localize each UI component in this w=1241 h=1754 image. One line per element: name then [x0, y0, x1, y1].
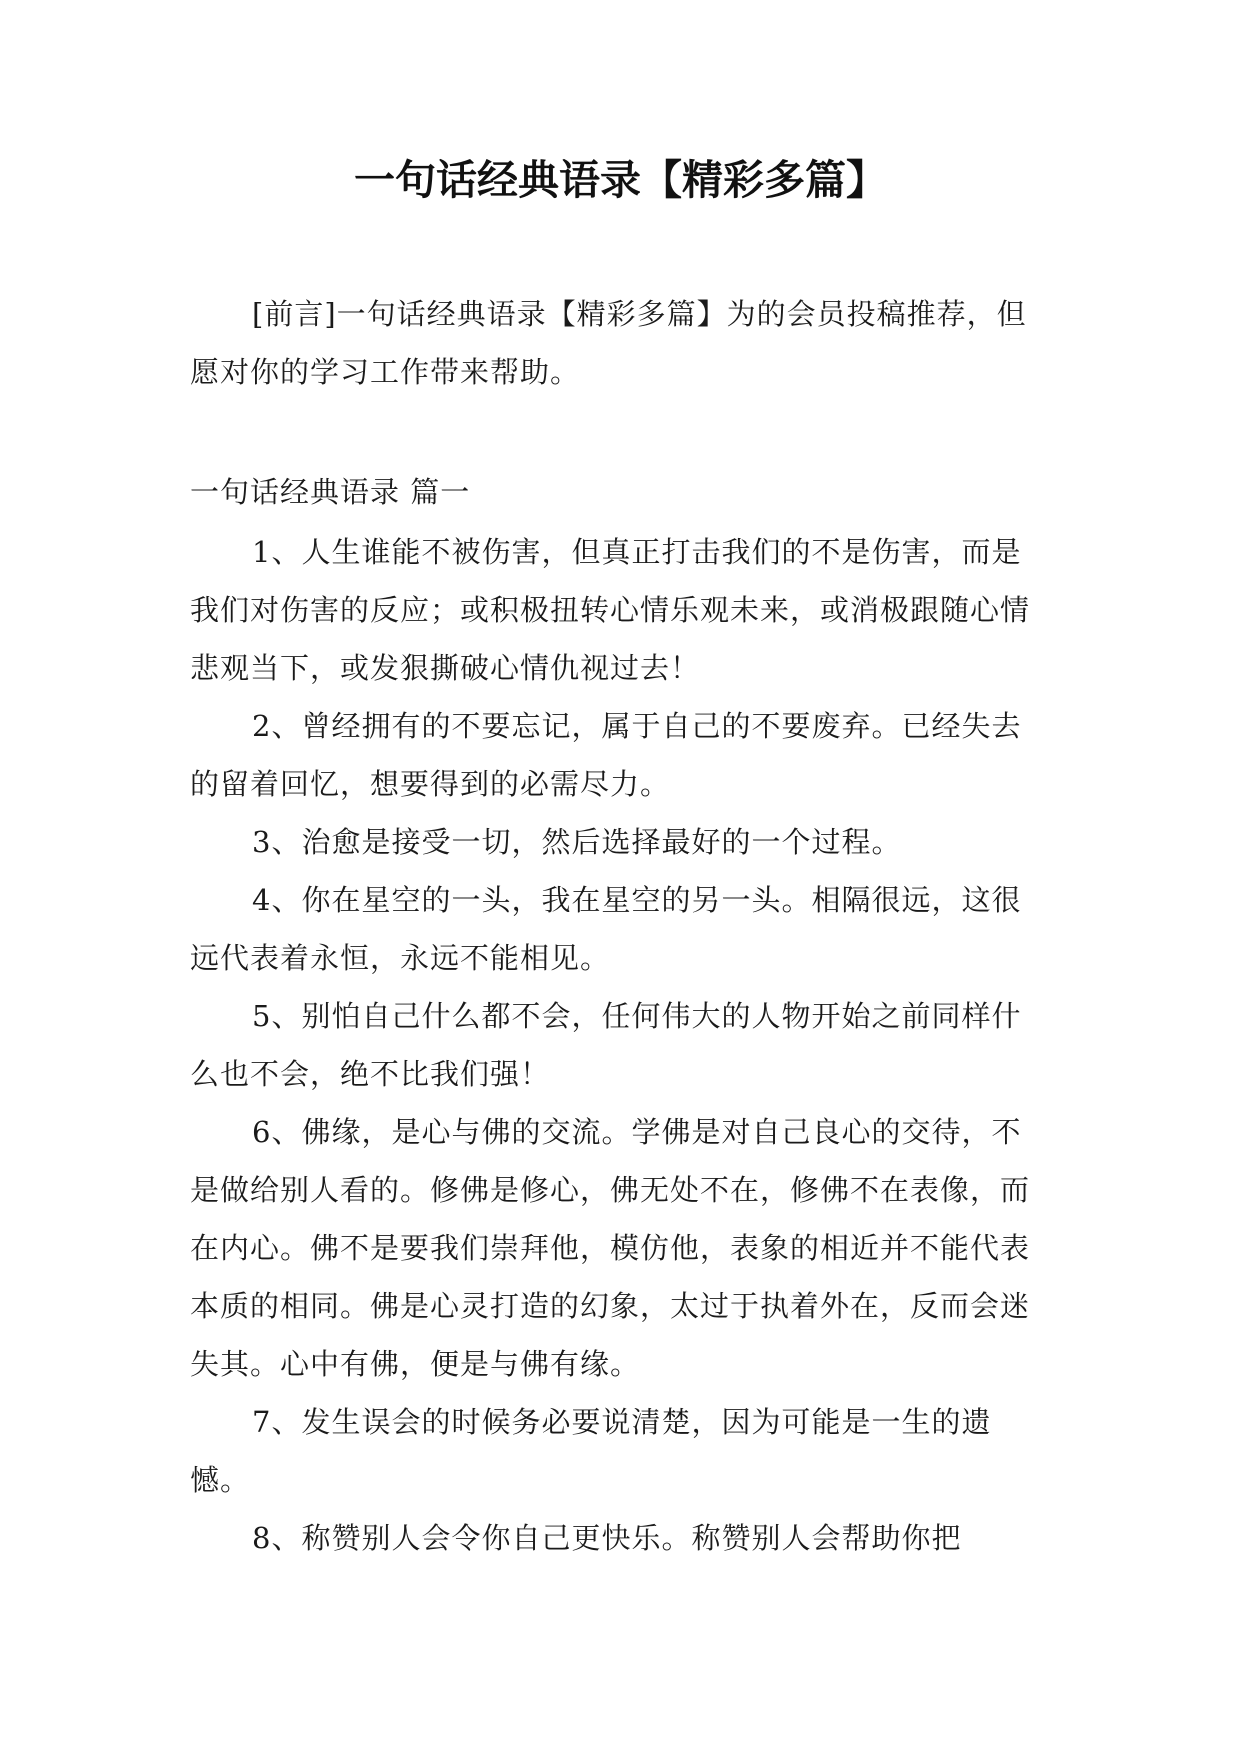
preface-paragraph: [前言]一句话经典语录【精彩多篇】为的会员投稿推荐，但愿对你的学习工作带来帮助。	[190, 297, 1027, 389]
quote-item: 1、人生谁能不被伤害，但真正打击我们的不是伤害，而是我们对伤害的反应；或积极扭转心情乐观未来，或消极跟随心情悲观当下，或发狠撕破心情仇视过去！	[190, 535, 1031, 685]
section-heading: 一句话经典语录 篇一	[190, 475, 471, 509]
quote-item: 2、曾经拥有的不要忘记，属于自己的不要废弃。已经失去的留着回忆，想要得到的必需尽力。	[190, 709, 1022, 801]
section-one	[190, 463, 1050, 1567]
preface-block	[190, 285, 1050, 401]
document-title: 一句话经典语录【精彩多篇】	[354, 156, 887, 204]
quote-item: 7、发生误会的时候务必要说清楚，因为可能是一生的遗憾。	[190, 1405, 992, 1497]
quote-item: 8、称赞别人会令你自己更快乐。称赞别人会帮助你把	[252, 1521, 962, 1555]
quote-list	[190, 523, 1050, 1567]
quote-item: 3、治愈是接受一切，然后选择最好的一个过程。	[252, 825, 902, 859]
quote-item: 4、你在星空的一头，我在星空的另一头。相隔很远，这很远代表着永恒，永远不能相见。	[190, 883, 1022, 975]
quote-item: 6、佛缘，是心与佛的交流。学佛是对自己良心的交待，不是做给别人看的。修佛是修心，佛无处不在，修佛不在表像，而在内心。佛不是要我们崇拜他，模仿他，表象的相近并不能代表本质的相同。佛是心灵打造的幻象，太过于执着外在，反而会迷失其。心中有佛，便是与佛有缘。	[190, 1115, 1031, 1381]
quote-item: 5、别怕自己什么都不会，任何伟大的人物开始之前同样什么也不会，绝不比我们强！	[190, 999, 1022, 1091]
